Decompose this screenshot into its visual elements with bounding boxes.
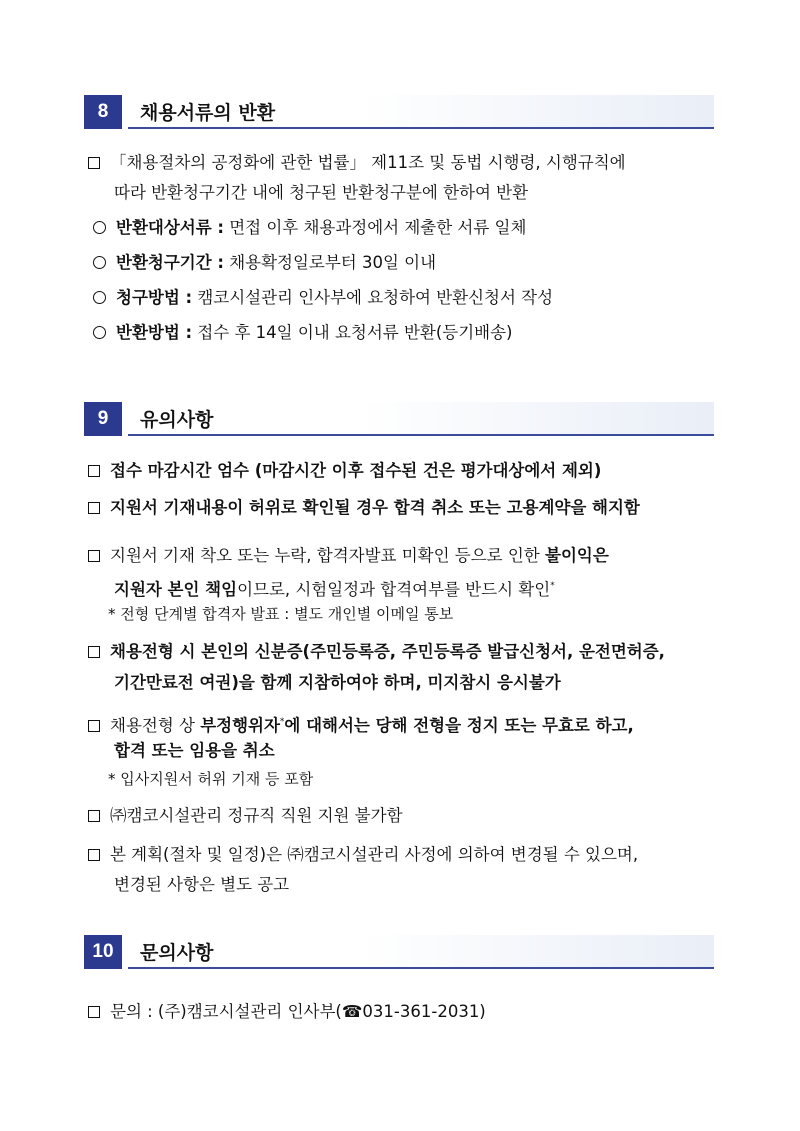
footnote: * 입사지원서 허위 기재 등 포함 bbox=[108, 770, 314, 788]
section-title: 문의사항 bbox=[140, 941, 214, 964]
list-item: 반환대상서류 : 면접 이후 채용과정에서 제출한 서류 일체 bbox=[93, 217, 526, 239]
checkbox-square-icon bbox=[88, 157, 100, 169]
section-title: 유의사항 bbox=[140, 408, 214, 431]
checkbox-square-icon bbox=[88, 1006, 100, 1018]
checkbox-square-icon bbox=[88, 465, 100, 477]
section-title-bar bbox=[128, 935, 714, 969]
section-9-header bbox=[84, 402, 714, 436]
notice-id-line2: 기간만료전 여권)을 함께 지참하여야 하며, 미지참시 응시불가 bbox=[114, 673, 561, 692]
notice-id-line1: 채용전형 시 본인의 신분증(주민등록증, 주민등록증 발급신청서, 운전면허증, bbox=[88, 641, 665, 663]
notice-misconduct-line1: 채용전형 상 부정행위자*에 대해서는 당해 전형을 정지 또는 무효로 하고, bbox=[88, 711, 634, 737]
notice-deadline: 접수 마감시간 엄수 (마감시간 이후 접수된 건은 평가대상에서 제외) bbox=[88, 460, 601, 482]
contact-info: 문의 : (주)캠코시설관리 인사부(☎031-361-2031) bbox=[88, 1001, 486, 1023]
notice-plan-change-line2: 변경된 사항은 별도 공고 bbox=[114, 875, 290, 894]
list-item: 청구방법 : 캠코시설관리 인사부에 요청하여 반환신청서 작성 bbox=[93, 287, 553, 309]
checkbox-square-icon bbox=[88, 849, 100, 861]
section-title-bar bbox=[128, 95, 714, 129]
circle-bullet-icon bbox=[93, 256, 106, 269]
notice-false-info: 지원서 기재내용이 허위로 확인될 경우 합격 취소 또는 고용계약을 해지함 bbox=[88, 497, 640, 519]
section-number: 8 bbox=[84, 95, 122, 129]
return-paragraph-line1: 「채용절차의 공정화에 관한 법률」 제11조 및 동법 시행령, 시행규칙에 bbox=[88, 152, 626, 174]
circle-bullet-icon bbox=[93, 221, 106, 234]
notice-responsibility-line1: 지원서 기재 착오 또는 누락, 합격자발표 미확인 등으로 인한 불이익은 bbox=[88, 545, 609, 567]
section-number: 10 bbox=[84, 935, 122, 969]
footnote: * 전형 단계별 합격자 발표 : 별도 개인별 이메일 통보 bbox=[108, 605, 454, 623]
checkbox-square-icon bbox=[88, 810, 100, 822]
section-8-header bbox=[84, 95, 714, 129]
return-paragraph-line2: 따라 반환청구기간 내에 청구된 반환청구분에 한하여 반환 bbox=[114, 183, 529, 202]
circle-bullet-icon bbox=[93, 326, 106, 339]
checkbox-square-icon bbox=[88, 720, 100, 732]
section-10-header bbox=[84, 935, 714, 969]
section-title: 채용서류의 반환 bbox=[140, 101, 276, 124]
circle-bullet-icon bbox=[93, 291, 106, 304]
checkbox-square-icon bbox=[88, 550, 100, 562]
notice-plan-change-line1: 본 계획(절차 및 일정)은 ㈜캠코시설관리 사정에 의하여 변경될 수 있으며, bbox=[88, 844, 638, 866]
notice-no-employees: ㈜캠코시설관리 정규직 직원 지원 불가함 bbox=[88, 805, 403, 827]
section-number: 9 bbox=[84, 402, 122, 436]
checkbox-square-icon bbox=[88, 502, 100, 514]
section-title-bar bbox=[128, 402, 714, 436]
checkbox-square-icon bbox=[88, 646, 100, 658]
notice-responsibility-line2: 지원자 본인 책임이므로, 시험일정과 합격여부를 반드시 확인* bbox=[114, 580, 555, 599]
list-item: 반환청구기간 : 채용확정일로부터 30일 이내 bbox=[93, 252, 436, 274]
notice-misconduct-line2: 합격 또는 임용을 취소 bbox=[114, 741, 275, 760]
list-item: 반환방법 : 접수 후 14일 이내 요청서류 반환(등기배송) bbox=[93, 322, 512, 344]
